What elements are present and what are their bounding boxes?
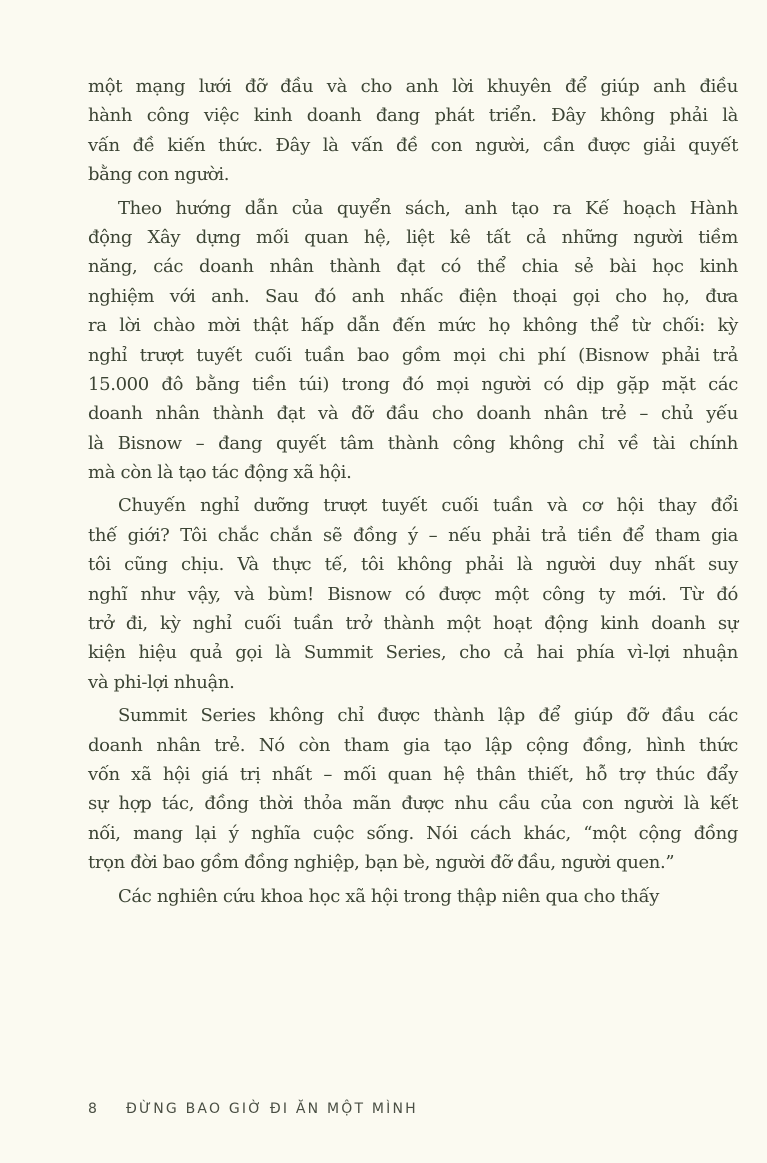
text-line: nối, mang lại ý nghĩa cuộc sống. Nói cách khác, “một cộng đồng xyxy=(88,822,738,844)
text-line: là Bisnow – đang quyết tâm thành công không chỉ về tài chính xyxy=(88,432,738,454)
text-line: trở đi, kỳ nghỉ cuối tuần trở thành một hoạt động kinh doanh sự xyxy=(88,613,738,635)
text-line: thế giới? Tôi chắc chắn sẽ đồng ý – nếu phải trả tiền để tham gia xyxy=(88,524,738,546)
text-line: 15.000 đô bằng tiền túi) trong đó mọi người có dịp gặp mặt các xyxy=(88,373,738,395)
text-line: Các nghiên cứu khoa học xã hội trong thập niên qua cho thấy xyxy=(118,885,660,907)
text-line: mà còn là tạo tác động xã hội. xyxy=(88,462,352,484)
text-line: nghiệm với anh. Sau đó anh nhấc điện thoại gọi cho họ, đưa xyxy=(88,285,738,307)
text-line: bằng con người. xyxy=(88,164,230,186)
text-line: nghĩ như vậy, và bùm! Bisnow có được một công ty mới. Từ đó xyxy=(88,583,738,605)
text-line: sự hợp tác, đồng thời thỏa mãn được nhu cầu của con người là kết xyxy=(88,793,738,815)
page-footer xyxy=(88,1101,418,1117)
page-number: 8 xyxy=(88,1101,97,1117)
text-line: Chuyến nghỉ dưỡng trượt tuyết cuối tuần và cơ hội thay đổi xyxy=(118,495,738,517)
text-line: kiện hiệu quả gọi là Summit Series, cho cả hai phía vì-lợi nhuận xyxy=(88,642,738,664)
text-line: doanh nhân trẻ. Nó còn tham gia tạo lập cộng đồng, hình thức xyxy=(88,734,738,756)
text-line: động Xây dựng mối quan hệ, liệt kê tất cả những người tiềm xyxy=(88,226,738,248)
running-title: ĐỪNG BAO GIỜ ĐI ĂN MỘT MÌNH xyxy=(126,1101,418,1117)
text-line: một mạng lưới đỡ đầu và cho anh lời khuyên để giúp anh điều xyxy=(88,76,738,97)
text-line: Theo hướng dẫn của quyển sách, anh tạo ra Kế hoạch Hành xyxy=(118,197,738,219)
paragraph xyxy=(88,491,738,697)
text-line: tôi cũng chịu. Và thực tế, tôi không phải là người duy nhất suy xyxy=(88,554,738,576)
text-line: năng, các doanh nhân thành đạt có thể chia sẻ bài học kinh xyxy=(88,256,738,278)
text-line: doanh nhân thành đạt và đỡ đầu cho doanh nhân trẻ – chủ yếu xyxy=(88,403,738,425)
paragraph xyxy=(88,72,738,190)
text-line: vốn xã hội giá trị nhất – mối quan hệ thân thiết, hỗ trợ thúc đẩy xyxy=(88,763,738,785)
text-line: nghỉ trượt tuyết cuối tuần bao gồm mọi chi phí (Bisnow phải trả xyxy=(88,344,738,366)
body-text xyxy=(88,72,738,915)
paragraph xyxy=(88,882,738,911)
text-line: và phi-lợi nhuận. xyxy=(88,671,235,693)
text-line: vấn đề kiến thức. Đây là vấn đề con người, cần được giải quyết xyxy=(88,134,738,156)
text-line: hành công việc kinh doanh đang phát triển. Đây không phải là xyxy=(88,105,738,127)
text-line: ra lời chào mời thật hấp dẫn đến mức họ không thể từ chối: kỳ xyxy=(88,315,738,337)
paragraph xyxy=(88,701,738,877)
paragraph xyxy=(88,194,738,488)
text-line: Summit Series không chỉ được thành lập để giúp đỡ đầu các xyxy=(118,705,738,727)
text-line: trọn đời bao gồm đồng nghiệp, bạn bè, người đỡ đầu, người quen.” xyxy=(88,852,675,874)
